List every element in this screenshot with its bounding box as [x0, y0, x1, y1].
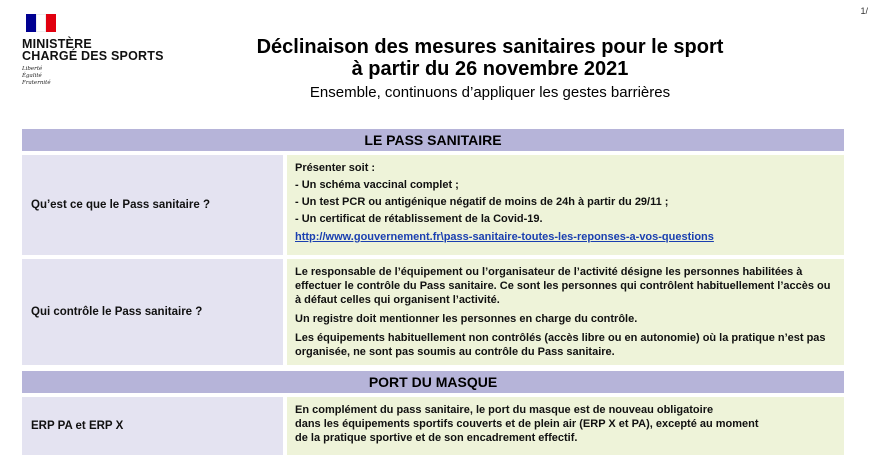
answer-cell [287, 397, 844, 455]
ministry-name-line2: CHARGÉ DES SPORTS [22, 49, 164, 63]
list-item: - Un test PCR ou antigénique négatif de moins de 24h à partir du 29/11 ; [295, 196, 669, 208]
ministry-name-line1: MINISTÈRE [22, 37, 92, 51]
answer-paragraph: Un registre doit mentionner les personnes en charge du contrôle. [295, 313, 638, 325]
answer-paragraph: Les équipements habituellement non contrôlés (accès libre ou en autonomie) où la pratique n’est pas organisée, ne sont pas soumis au contrôle du Pass sanitaire. [295, 332, 826, 358]
table-row [22, 155, 844, 255]
list-item: - Un certificat de rétablissement de la Covid-19. [295, 213, 543, 225]
answer-cell [287, 259, 844, 365]
ministry-name [22, 38, 172, 62]
gouvernement-pass-link[interactable]: http://www.gouvernement.fr\pass-sanitaire-toutes-les-reponses-a-vos-questions [295, 231, 714, 243]
ministry-logo [22, 14, 172, 87]
question-cell: ERP PA et ERP X [22, 397, 283, 455]
question-cell: Qu’est ce que le Pass sanitaire ? [22, 155, 283, 255]
section-header-port-du-masque: PORT DU MASQUE [22, 371, 844, 393]
answer-line: de la pratique sportive et de son encadrement effectif. [295, 432, 578, 444]
answer-line: dans les équipements sportifs couverts et de plein air (ERP X et PA), excepté au moment [295, 418, 759, 430]
title-line1: Déclinaison des mesures sanitaires pour le sport [256, 36, 724, 58]
page-number: 1/ [860, 6, 868, 16]
document-subtitle: Ensemble, continuons d’appliquer les gestes barrières [309, 84, 671, 101]
document-header [190, 36, 790, 103]
list-item: - Un schéma vaccinal complet ; [295, 179, 459, 191]
table-row [22, 259, 844, 365]
motto-fraternite: Fraternité [22, 80, 51, 86]
document-title [190, 36, 790, 80]
answer-intro: Présenter soit : [295, 162, 376, 174]
table-row [22, 397, 844, 455]
question-cell: Qui contrôle le Pass sanitaire ? [22, 259, 283, 365]
marianne-flag-icon [26, 14, 56, 32]
answer-cell [287, 155, 844, 255]
section-header-pass-sanitaire: LE PASS SANITAIRE [22, 129, 844, 151]
answer-paragraph: Le responsable de l’équipement ou l’organisateur de l’activité désigne les personnes habilitées à effectuer le contrôle du Pass sanitaire. Ce sont les personnes qui contrôlent habituellement l’accès ou à défaut celles qui organisent l’activité. [295, 266, 831, 306]
republic-motto [22, 66, 172, 87]
motto-egalite: Égalité [22, 73, 42, 79]
answer-line: En complément du pass sanitaire, le port du masque est de nouveau obligatoire [295, 404, 714, 416]
motto-liberte: Liberté [22, 66, 43, 72]
title-line2: à partir du 26 novembre 2021 [351, 58, 629, 80]
